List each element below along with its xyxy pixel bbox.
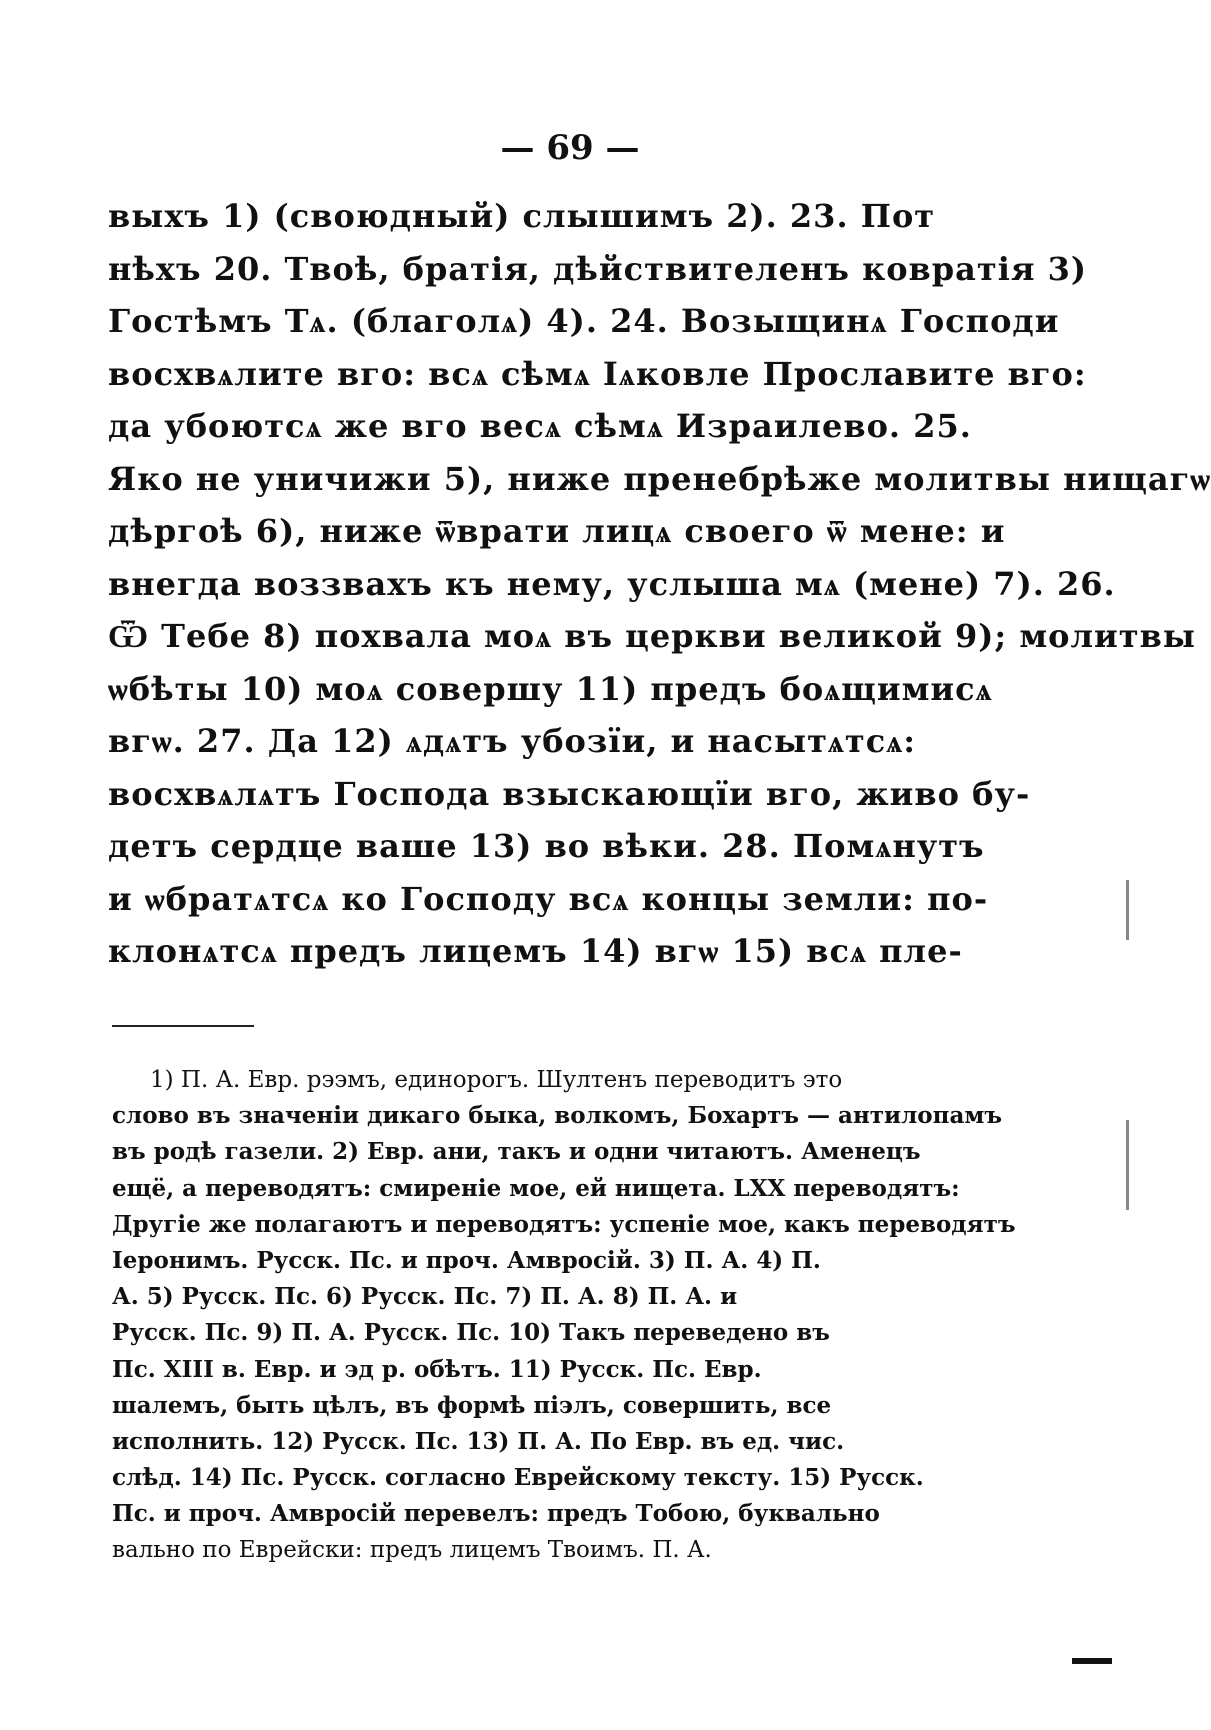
footnote-line: вально по Еврейски: предъ лицемъ Твоимъ. П. А. — [112, 1537, 712, 1564]
text-line: клонѧтсѧ предъ лицемъ 14) вгѡ 15) всѧ пле- — [108, 932, 963, 970]
text-line: выхъ 1) (своюдный) слышимъ 2). 23. Пот — [108, 197, 936, 235]
footnote-line: Другіе же полагаютъ и переводятъ: успеніе мое, какъ переводятъ — [112, 1210, 1016, 1238]
footnote-line: Пс. XIII в. Евр. и эд р. обѣтъ. 11) Русск. Пс. Евр. — [112, 1355, 762, 1383]
footnote-line: Іеронимъ. Русск. Пс. и проч. Амвросій. 3) П. А. 4) П. — [112, 1246, 821, 1274]
footnotes — [112, 1062, 1016, 1569]
footnote-line: въ родѣ газели. 2) Евр. ани, такъ и одни читаютъ. Аменецъ — [112, 1138, 921, 1166]
footnote-line: исполнить. 12) Русск. Пс. 13) П. А. По Евр. въ ед. чис. — [112, 1427, 845, 1455]
text-line: детъ сердце ваше 13) во вѣки. 28. Помѧнутъ — [108, 827, 985, 865]
text-line: внегда воззвахъ къ нему, услыша мѧ (мене) 7). 26. — [108, 564, 1116, 603]
text-line: и ѡбратѧтсѧ ко Господу всѧ концы земли: по- — [108, 879, 989, 918]
text-line: ѡбѣты 10) моѧ совершу 11) предъ боѧщимисѧ — [108, 669, 993, 708]
text-line: нѣхъ 20. Твоѣ, братія, дѣйствителенъ ковратія 3) — [108, 249, 1088, 288]
text-line: вгѡ. 27. Да 12) ѧдѧтъ убозїи, и насытѧтсѧ: — [108, 722, 917, 760]
text-line: Яко не уничижи 5), ниже пренебрѣже молитвы нищагѡ — [108, 459, 1211, 498]
footnote-line: шалемъ, быть цѣлъ, въ формѣ піэлъ, совершить, все — [112, 1391, 832, 1419]
text-line: дѣргоѣ 6), ниже ѿврати лицѧ своего ѿ мене: и — [108, 512, 1006, 550]
text-line: восхвѧлѧтъ Господа взыскающїи вго, живо бу- — [108, 774, 1031, 813]
footnote-line: слѣд. 14) Пс. Русск. согласно Еврейскому тексту. 15) Русск. — [112, 1464, 924, 1492]
footnote-line: А. 5) Русск. Пс. 6) Русск. Пс. 7) П. А. 8) П. А. и — [112, 1283, 738, 1311]
edge-mark — [1126, 1120, 1129, 1210]
text-line: да убоютсѧ же вго весѧ сѣмѧ Израилево. 25. — [108, 407, 972, 445]
footnote-line: ещё, а переводятъ: смиреніе мое, ей нищета. LXX переводятъ: — [112, 1174, 960, 1202]
footnote-line: слово въ значеніи дикаго быка, волкомъ, Бохартъ — антилопамъ — [112, 1102, 1003, 1130]
page-number: — 69 — — [500, 128, 640, 168]
text-line: восхвѧлите вго: всѧ сѣмѧ Іѧковле Прославите вго: — [108, 354, 1087, 393]
footnote-line: Русск. Пс. 9) П. А. Русск. Пс. 10) Такъ переведено въ — [112, 1319, 830, 1347]
text-line: Гостѣмъ Тѧ. (благолѧ) 4). 24. Возыщинѧ Господи — [108, 302, 1060, 340]
margin-mark — [1072, 1658, 1112, 1664]
footnote-divider — [112, 1025, 254, 1027]
main-text — [108, 190, 1211, 978]
edge-mark — [1126, 880, 1129, 940]
footnote-line: Пс. и проч. Амвросій перевелъ: предъ Тобою, буквально — [112, 1500, 880, 1528]
footnote-line: 1) П. А. Евр. рээмъ, единорогъ. Шултенъ переводитъ это — [150, 1067, 843, 1093]
text-line: Ѿ Тебе 8) похвала моѧ въ церкви великой 9); молитвы — [108, 617, 1196, 655]
